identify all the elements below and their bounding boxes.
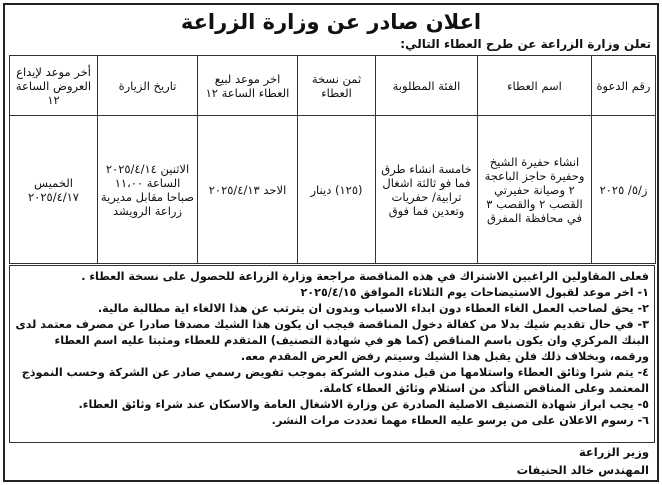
note-6: ٦- رسوم الاعلان على من يرسو عليه العطاء مهما تعددت مرات النشر.	[271, 414, 649, 427]
note-5: ٥- يجب ابراز شهادة التصنيف الاصلية الصادرة عن وزارة الاشغال العامة والاسكان عند شراء وثائق العطاء.	[78, 398, 649, 411]
header-last-sale-date: اخر موعد لبيع العطاء الساعة ١٢	[198, 56, 298, 116]
table-header-row	[10, 56, 656, 116]
header-tender-price: ثمن نسخة العطاء	[298, 56, 376, 116]
announcement-frame	[3, 3, 659, 482]
cell-visit-date: الاثنين ٢٠٢٥/٤/١٤ الساعة ١١،٠٠ صباحا مقابل مديرية زراعة الرويشد	[98, 116, 198, 264]
announcement-intro: تعلن وزارة الزراعة عن طرح العطاء التالي:	[400, 37, 651, 51]
note-4: ٤- يتم شرا وثائق العطاء واستلامها من قبل مندوب الشركة بموجب تفويض رسمي صادر عن الشركة وحسب النموذج المعتمد وعلى المناقص التأكد من استلام وثائق العطاء كاملة.	[21, 366, 649, 395]
note-2: ٢- يحق لصاحب العمل الغاء العطاء دون ابداء الاسباب وبدون ان يترتب عن هذا الالغاء اية مطالبة مالية.	[97, 302, 649, 315]
note-intro: فعلى المقاولين الراغبين الاشتراك في هذه المناقصة مراجعة وزارة الزراعة للحصول على نسخة العطاء .	[81, 270, 649, 283]
cell-tender-name: انشاء حفيرة الشيخ وحفيرة حاجز الباعجة ٢ وصيانة حفيرتي القصب ٢ والقصب ٣ في محافظة المفرق	[478, 116, 592, 264]
note-3: ٣- في حال تقديم شيك بدلا من كفالة دخول المناقصة فيجب ان يكون هذا الشيك مصدقا صادرا عن مصرف معتمد لدى البنك المركزي وان يكون باسم المناقص (كما هو في شهادة التصنيف) المتقدم للعطاء ومثبتا عليه اسم العطاء ورقمه، وبخلاف ذلك فلن يقبل هذا الشيك وسيتم رفض العرض المقدم معه.	[15, 318, 649, 363]
cell-last-sale-date: الاحد ٢٠٢٥/٤/١٣	[198, 116, 298, 264]
table-row	[10, 116, 656, 264]
cell-required-category: خامسة انشاء طرق فما فو ثالثة اشغال ترابية/ حفريات وتعدين فما فوق	[376, 116, 478, 264]
cell-deposit-deadline: الخميس ٢٠٢٥/٤/١٧	[10, 116, 98, 264]
header-deposit-deadline: أخر موعد لإيداع العروض الساعة ١٢	[10, 56, 98, 116]
tender-table	[9, 55, 656, 264]
signature-block	[517, 443, 649, 479]
signature-title: وزير الزراعة	[578, 445, 649, 459]
header-tender-name: اسم العطاء	[478, 56, 592, 116]
header-invitation-number: رقم الدعوة	[592, 56, 656, 116]
notes-box	[9, 265, 655, 443]
announcement-title: اعلان صادر عن وزارة الزراعة	[180, 10, 482, 34]
header-visit-date: تاريخ الزيارة	[98, 56, 198, 116]
cell-invitation-number: ز/٥/ ٢٠٢٥	[592, 116, 656, 264]
note-1: ١- اخر موعد لقبول الاستيضاحات يوم الثلاثاء الموافق ٢٠٢٥/٤/١٥	[300, 286, 649, 299]
signature-name: المهندس خالد الحنيفات	[516, 463, 649, 477]
header-required-category: الفئة المطلوبة	[376, 56, 478, 116]
cell-tender-price: (١٢٥) دينار	[298, 116, 376, 264]
